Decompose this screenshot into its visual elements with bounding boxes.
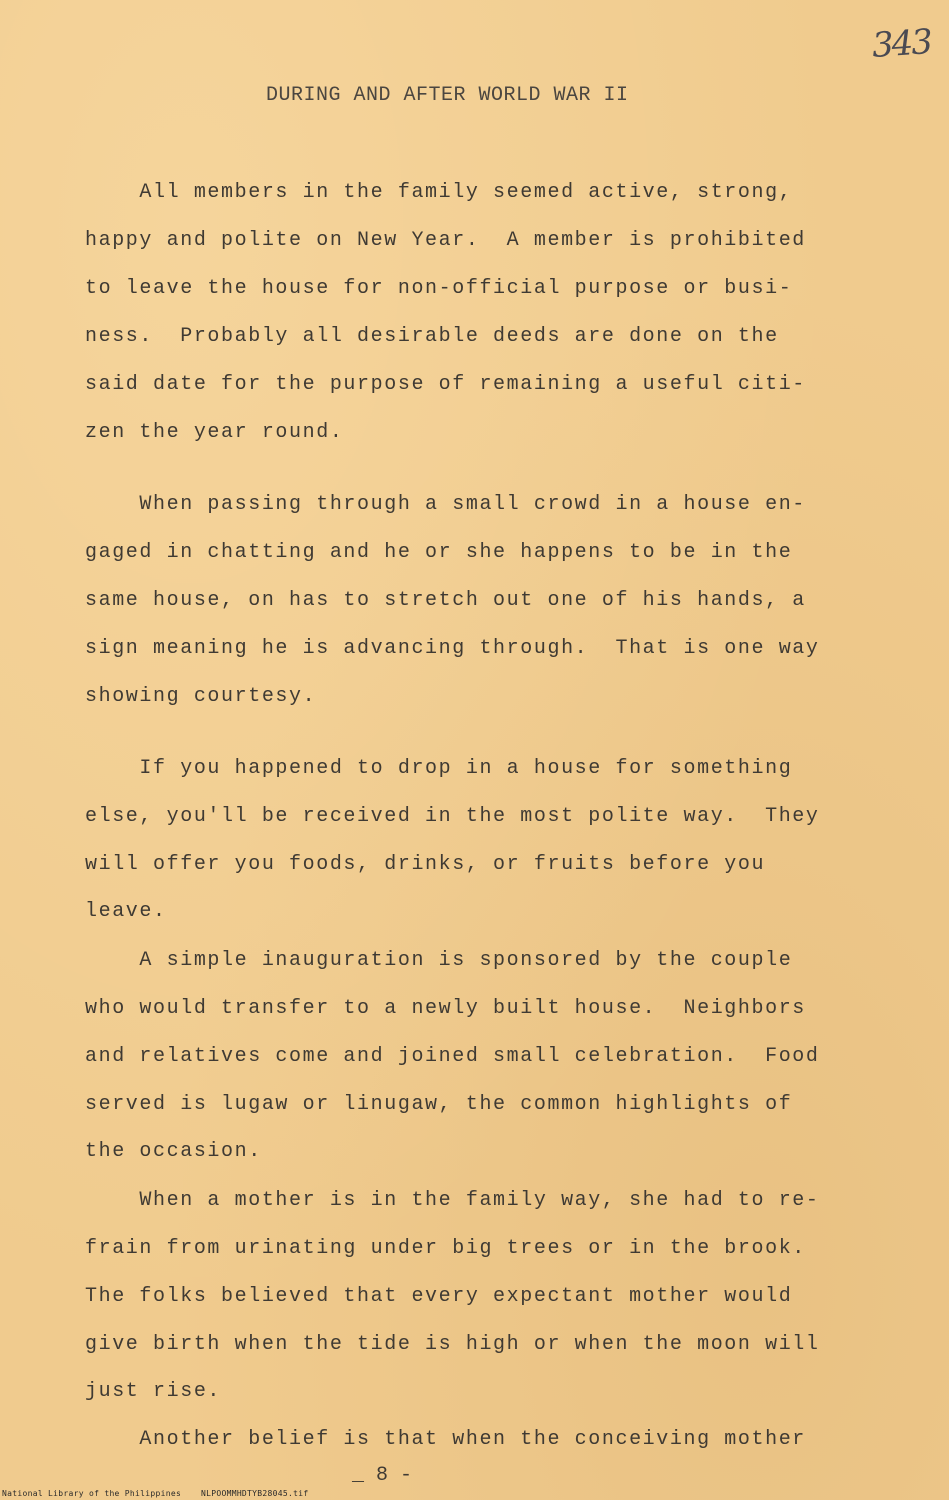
text-line: to leave the house for non-official purpose or busi- [85,277,793,300]
footer-filename-caption: NLPOOMMHDTYB28045.tif [201,1489,309,1498]
text-line: showing courtesy. [85,685,317,708]
text-line: zen the year round. [85,421,344,444]
text-line: ness. Probably all desirable deeds are done on the [85,325,779,348]
text-line: Another belief is that when the conceiving mother [85,1428,806,1451]
footer-library-caption: National Library of the Philippines [2,1489,182,1498]
text-line: the occasion. [85,1140,262,1163]
text-line: When passing through a small crowd in a house en- [85,493,806,516]
text-line: same house, on has to stretch out one of his hands, a [85,589,806,612]
folio-mark: 343 [870,21,933,67]
text-line: All members in the family seemed active, strong, [85,181,793,204]
text-line: frain from urinating under big trees or in the brook. [85,1237,806,1260]
text-line: give birth when the tide is high or when the moon will [85,1333,820,1356]
text-line: gaged in chatting and he or she happens to be in the [85,541,793,564]
text-line: said date for the purpose of remaining a useful citi- [85,373,806,396]
text-line: A simple inauguration is sponsored by the couple [85,949,793,972]
text-line: The folks believed that every expectant mother would [85,1285,793,1308]
text-line: will offer you foods, drinks, or fruits before you [85,853,766,876]
text-line: When a mother is in the family way, she had to re- [85,1189,820,1212]
text-line: just rise. [85,1380,222,1403]
text-line: served is lugaw or linugaw, the common highlights of [85,1093,793,1116]
text-line: else, you'll be received in the most polite way. They [85,805,820,828]
text-line: leave. [85,900,167,923]
text-line: If you happened to drop in a house for something [85,757,793,780]
page-number: _ 8 - [352,1464,413,1487]
text-line: who would transfer to a newly built house. Neighbors [85,997,806,1020]
text-line: and relatives come and joined small celebration. Food [85,1045,820,1068]
text-line: sign meaning he is advancing through. That is one way [85,637,820,660]
page-heading: DURING AND AFTER WORLD WAR II [266,84,629,107]
text-line: happy and polite on New Year. A member is prohibited [85,229,806,252]
